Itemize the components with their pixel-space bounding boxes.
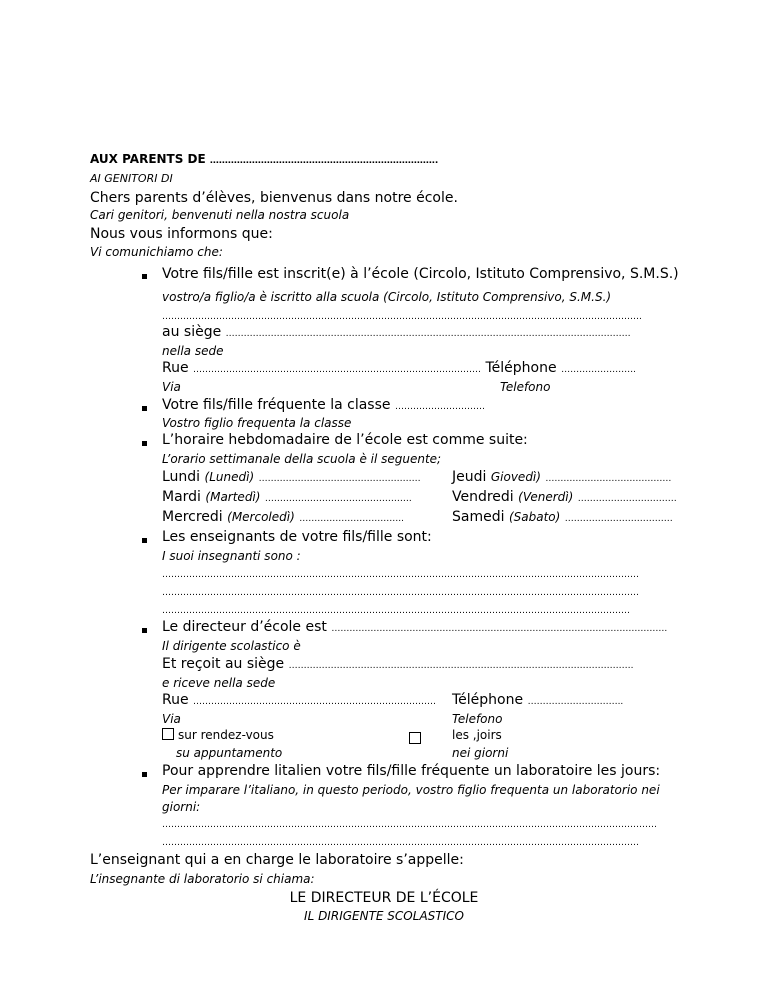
rue-label: Rue bbox=[162, 692, 189, 708]
rue-field[interactable]: ……………………………………………………………………… bbox=[193, 697, 437, 707]
director-rue-row bbox=[162, 692, 436, 708]
greeting: Chers parents d’élèves, bienvenus dans notre école. bbox=[90, 190, 458, 206]
bullet-icon bbox=[142, 441, 147, 446]
day-monday bbox=[162, 469, 421, 485]
tel-label: Téléphone bbox=[485, 360, 557, 376]
schedule-text: L’horaire hebdomadaire de l’école est comme suite: bbox=[162, 432, 528, 448]
day-label: Samedi bbox=[452, 509, 505, 525]
class-label: Votre fils/fille fréquente la classe bbox=[162, 397, 391, 413]
director-signature: LE DIRECTEUR DE L’ÉCOLE bbox=[289, 890, 479, 906]
teachers-text-it: I suoi insegnanti sono : bbox=[162, 549, 301, 563]
inform-it: Vi comunichiamo che: bbox=[90, 245, 223, 259]
days-checkbox[interactable] bbox=[409, 732, 421, 744]
director-row bbox=[162, 619, 667, 635]
day-wednesday bbox=[162, 509, 404, 525]
school-name-field[interactable]: ……………………………………………………………………………………………………………………………………………. bbox=[162, 312, 642, 322]
lab-text-it-1: Per imparare l’italiano, in questo periodo, vostro figlio frequenta un laboratorio nei bbox=[162, 783, 660, 797]
day-label: Vendredi bbox=[452, 489, 514, 505]
day-label-it: (Martedì) bbox=[205, 490, 261, 504]
addressee-label: AUX PARENTS DE bbox=[90, 152, 206, 166]
day-thursday bbox=[452, 469, 671, 485]
bullet-icon bbox=[142, 772, 147, 777]
day-friday bbox=[452, 489, 677, 505]
tel-field[interactable]: ………………………….. bbox=[527, 697, 624, 707]
director-label: Le directeur d’école est bbox=[162, 619, 327, 635]
telefono-label: Telefono bbox=[452, 712, 503, 726]
rdv-option[interactable] bbox=[162, 728, 274, 742]
bullet-icon bbox=[142, 628, 147, 633]
director-tel-row bbox=[452, 692, 623, 708]
via-label: Via bbox=[162, 380, 181, 394]
director-signature-it: IL DIRIGENTE SCOLASTICO bbox=[304, 909, 464, 923]
lab-text-it-2: giorni: bbox=[162, 800, 201, 814]
day-label-it: (Venerdì) bbox=[518, 490, 574, 504]
class-field[interactable]: ………………………… bbox=[394, 402, 485, 412]
day-field[interactable]: ……………………………………………… bbox=[258, 474, 421, 484]
rue-row bbox=[162, 360, 636, 376]
via-label: Via bbox=[162, 712, 181, 726]
class-row bbox=[162, 397, 485, 413]
day-field[interactable]: …………………………… bbox=[577, 494, 677, 504]
recoit-row bbox=[162, 656, 633, 672]
rdv-label-it: su appuntamento bbox=[176, 746, 283, 760]
day-label: Mardi bbox=[162, 489, 201, 505]
siege-label: au siège bbox=[162, 324, 222, 340]
enrollment-text-it: vostro/a figlio/a è iscritto alla scuola (Circolo, Istituto Comprensivo, S.M.S.) bbox=[162, 290, 612, 304]
day-label: Lundi bbox=[162, 469, 201, 485]
day-label-it: (Lunedì) bbox=[204, 470, 255, 484]
bullet-icon bbox=[142, 406, 147, 411]
teachers-line[interactable]: …………………………………………………………………………………………………………………………………………… bbox=[162, 570, 639, 580]
day-field[interactable]: ……………………………… bbox=[564, 514, 673, 524]
rue-field[interactable]: …………………………………………………………………………………… bbox=[193, 365, 482, 375]
inform: Nous vous informons que: bbox=[90, 226, 273, 242]
rdv-checkbox[interactable] bbox=[162, 728, 174, 740]
rdv-label: sur rendez-vous bbox=[178, 728, 274, 742]
lab-text: Pour apprendre litalien votre fils/fille fréquente un laboratoire les jours: bbox=[162, 763, 661, 779]
recoit-label-it: e riceve nella sede bbox=[162, 676, 276, 690]
teachers-line[interactable]: ………………………………………………………………………………………………………………………………………… bbox=[162, 606, 630, 616]
class-label-it: Vostro figlio frequenta la classe bbox=[162, 416, 352, 430]
siege-it: nella sede bbox=[162, 344, 224, 358]
addressee-title bbox=[90, 152, 438, 166]
teacher-text: L’enseignant qui a en charge le laboratoire s’appelle: bbox=[90, 852, 464, 868]
addressee-title-it: AI GENITORI DI bbox=[90, 172, 173, 185]
lab-line[interactable]: …………………………………………………………………………………………………………………………………………… bbox=[162, 838, 639, 848]
day-tuesday bbox=[162, 489, 412, 505]
bullet-icon bbox=[142, 274, 147, 279]
day-label-it: (Sabato) bbox=[508, 510, 561, 524]
jours-label: les ,joirs bbox=[452, 728, 502, 742]
tel-label: Téléphone bbox=[452, 692, 524, 708]
recoit-label: Et reçoit au siège bbox=[162, 656, 285, 672]
teachers-text: Les enseignants de votre fils/fille sont: bbox=[162, 529, 432, 545]
teachers-line[interactable]: …………………………………………………………………………………………………………………………………………… bbox=[162, 588, 639, 598]
day-label-it: (Mercoledì) bbox=[227, 510, 295, 524]
greeting-it: Cari genitori, benvenuti nella nostra scuola bbox=[90, 208, 350, 222]
day-label: Mercredi bbox=[162, 509, 223, 525]
days-checkbox-wrap[interactable] bbox=[409, 728, 425, 747]
tel-field[interactable]: ……………………. bbox=[561, 365, 636, 375]
recoit-field[interactable]: ……………………………………………………………………………………………………. bbox=[288, 661, 634, 671]
day-saturday bbox=[452, 509, 673, 525]
day-field[interactable]: …………………………………… bbox=[545, 474, 672, 484]
lab-line[interactable]: ………………………………………………………………………………………………………………………………………………… bbox=[162, 820, 657, 830]
director-field[interactable]: …………………………………………………………………………………………………. bbox=[331, 624, 668, 634]
rue-label: Rue bbox=[162, 360, 189, 376]
day-label: Jeudi bbox=[452, 469, 487, 485]
bullet-icon bbox=[142, 538, 147, 543]
telefono-label: Telefono bbox=[500, 380, 551, 394]
siege-row bbox=[162, 324, 631, 340]
day-field[interactable]: …………………………………………. bbox=[264, 494, 412, 504]
addressee-field[interactable]: …………………………………………………………………. bbox=[209, 156, 439, 166]
siege-field[interactable]: ……………………………………………………………………………………………………………………… bbox=[225, 329, 631, 339]
schedule-text-it: L’orario settimanale della scuola è il seguente; bbox=[162, 452, 442, 466]
teacher-text-it: L’insegnante di laboratorio si chiama: bbox=[90, 872, 315, 886]
director-label-it: Il dirigente scolastico è bbox=[162, 639, 301, 653]
day-label-it: Giovedì) bbox=[490, 470, 541, 484]
jours-label-it: nei giorni bbox=[452, 746, 509, 760]
day-field[interactable]: …………………………….. bbox=[299, 514, 404, 524]
enrollment-text: Votre fils/fille est inscrit(e) à l’école (Circolo, Istituto Comprensivo, S.M.S.) bbox=[162, 266, 679, 282]
